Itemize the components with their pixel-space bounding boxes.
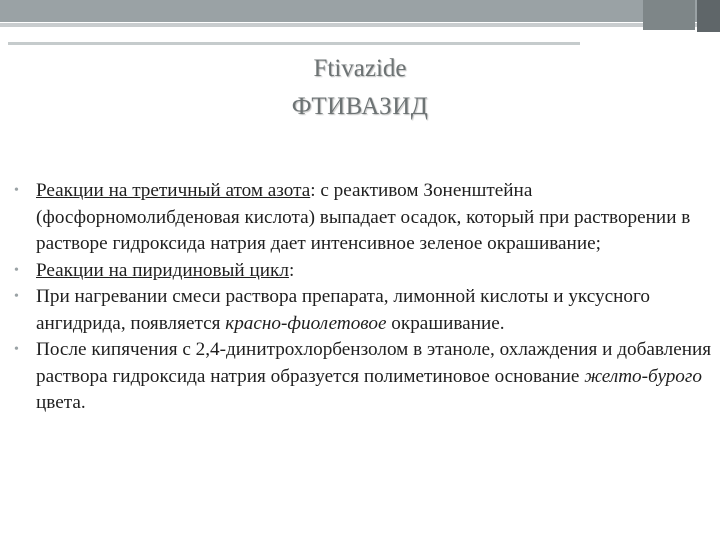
list-item <box>14 284 714 337</box>
list-item <box>14 258 714 285</box>
bullet-italic-text: красно-фиолетовое <box>225 312 387 334</box>
list-item <box>14 337 714 417</box>
slide-title <box>0 54 720 124</box>
top-block-light <box>643 0 695 30</box>
bullet-text: цвета. <box>36 392 86 413</box>
bullet-text: : <box>288 259 295 281</box>
bullet-dot-icon: • <box>14 262 19 278</box>
top-block-dark <box>697 0 720 32</box>
bullet-text: окрашивание. <box>386 312 505 334</box>
top-accent-bar <box>0 23 720 27</box>
title-underline <box>8 42 580 45</box>
bullet-lead-underlined: Реакции на пиридиновый цикл <box>36 259 289 281</box>
bullet-lead-underlined: Реакции на третичный атом азота <box>36 180 311 201</box>
bullet-text: : с реактивом Зоненштейна (фосфорномолибденовая кислота) выпадает осадок, который при растворении в растворе гидроксида натрия дает интенсивное зеленое окрашивание; <box>36 180 691 254</box>
top-bar <box>0 0 720 22</box>
bullet-text: После кипячения с 2,4-динитрохлорбензолом в этаноле, охлаждения и добавления раствора гидроксида натрия образуется полиметиновое основание <box>36 339 712 387</box>
bullet-text: При нагревании смеси раствора препарата, лимонной кислоты и уксусного ангидрида, появляется <box>36 286 650 334</box>
bullet-dot-icon: • <box>14 289 19 304</box>
title-latin: Ftivazide <box>313 55 407 82</box>
title-cyrillic: ФТИВАЗИД <box>291 93 429 120</box>
bullet-italic-text: желто-бурого <box>584 365 702 387</box>
bullet-dot-icon: • <box>14 183 19 198</box>
bullet-list <box>14 178 714 417</box>
list-item <box>14 178 714 258</box>
bullet-dot-icon: • <box>14 342 19 357</box>
